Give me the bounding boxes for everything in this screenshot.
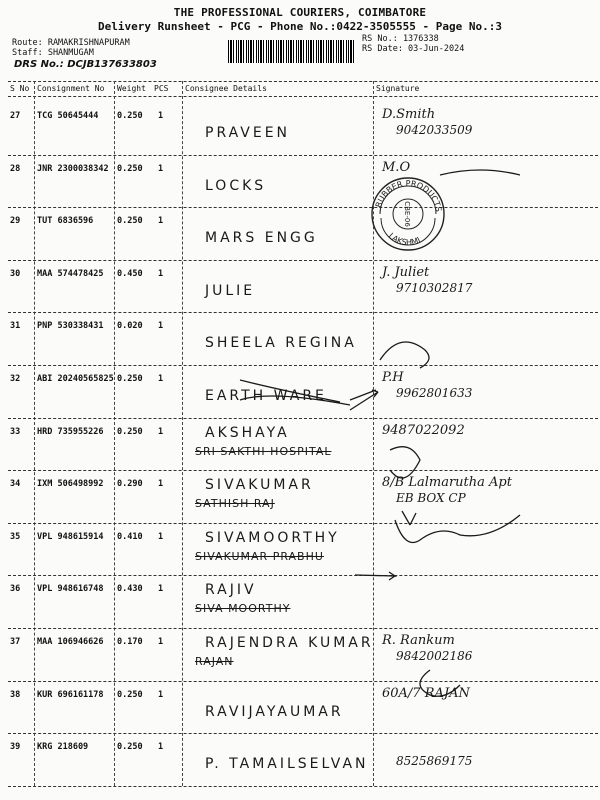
row-pcs: 1 bbox=[158, 531, 164, 542]
consignee-name: LOCKS bbox=[205, 177, 267, 194]
route-label: Route: RAMAKRISHNAPURAM bbox=[12, 38, 130, 48]
row-sno: 33 bbox=[10, 426, 21, 437]
signature-text: R. Rankum bbox=[382, 633, 455, 648]
row-sno: 37 bbox=[10, 637, 21, 647]
row-divider bbox=[8, 786, 598, 787]
row-consignment-no: JNR 2300038342 bbox=[37, 163, 109, 174]
barcode bbox=[228, 40, 356, 63]
row-pcs: 1 bbox=[158, 163, 164, 174]
row-weight: 0.250 bbox=[117, 426, 143, 437]
table-row bbox=[0, 313, 600, 365]
consignee-name: RAJIV bbox=[205, 582, 257, 599]
row-sno: 34 bbox=[10, 479, 21, 490]
signature-text: 60A/7 RAJAN bbox=[382, 685, 470, 701]
row-weight: 0.430 bbox=[117, 584, 143, 595]
table-row bbox=[0, 682, 600, 734]
col-pcs: PCS bbox=[154, 84, 169, 93]
signature-text: 9487022092 bbox=[382, 422, 465, 438]
row-sno: 36 bbox=[10, 584, 21, 595]
table-row bbox=[0, 419, 600, 471]
rs-block bbox=[362, 34, 464, 54]
table-row bbox=[0, 366, 600, 418]
consignee-name-alt: SATHISH RAJ bbox=[195, 497, 275, 511]
table-row bbox=[0, 103, 600, 155]
consignee-name: JULIE bbox=[205, 282, 256, 299]
rs-date: RS Date: 03-Jun-2024 bbox=[362, 44, 465, 54]
row-weight: 0.290 bbox=[117, 479, 143, 490]
stamp-top-text: RUBBER PRODUCTS bbox=[373, 178, 443, 213]
row-consignment-no: MAA 574478425 bbox=[37, 268, 104, 279]
signature-text: M.O bbox=[382, 159, 411, 175]
header-rule-bottom bbox=[8, 96, 598, 97]
signature-phone: 9710302817 bbox=[396, 280, 473, 295]
staff-label: Staff: SHANMUGAM bbox=[12, 48, 94, 58]
row-consignment-no: VPL 948616748 bbox=[37, 584, 104, 595]
consignee-name: PRAVEEN bbox=[205, 125, 291, 141]
consignee-name: P. TAMAILSELVAN bbox=[205, 756, 369, 773]
row-consignment-no: TCG 50645444 bbox=[37, 111, 99, 121]
row-sno: 28 bbox=[10, 163, 21, 174]
row-sno: 35 bbox=[10, 531, 21, 542]
route-staff-block bbox=[12, 38, 130, 58]
table-row bbox=[0, 524, 600, 576]
signature-text: J. Juliet bbox=[382, 264, 430, 280]
table-row bbox=[0, 576, 600, 628]
header-rule-top bbox=[8, 81, 598, 82]
consignee-name: AKSHAYA bbox=[205, 424, 290, 441]
signature-phone: EB BOX CP bbox=[396, 491, 466, 506]
consignee-name: SIVAKUMAR bbox=[205, 477, 314, 494]
row-pcs: 1 bbox=[158, 584, 164, 595]
row-sno: 27 bbox=[10, 111, 21, 121]
signature-text: P.H bbox=[382, 370, 404, 385]
table-row bbox=[0, 261, 600, 313]
signature-phone: 9842002186 bbox=[396, 649, 473, 663]
consignee-name: EARTH WARE bbox=[205, 388, 327, 404]
row-consignment-no: KUR 696161178 bbox=[37, 689, 104, 700]
row-sno: 30 bbox=[10, 268, 21, 279]
row-weight: 0.250 bbox=[117, 689, 143, 700]
col-consignment: Consignment No bbox=[37, 84, 105, 93]
row-consignment-no: IXM 506498992 bbox=[37, 479, 104, 490]
signature-phone: 9042033509 bbox=[396, 123, 473, 137]
consignee-name: RAJENDRA KUMAR bbox=[205, 635, 374, 651]
consignee-name: RAVIJAYAUMAR bbox=[205, 703, 344, 720]
row-weight: 0.410 bbox=[117, 531, 143, 542]
row-pcs: 1 bbox=[158, 689, 164, 700]
row-sno: 38 bbox=[10, 689, 21, 700]
consignee-name-alt: RAJAN bbox=[195, 655, 234, 668]
consignee-name: SHEELA REGINA bbox=[205, 335, 357, 352]
consignee-name-alt: SRI SAKTHI HOSPITAL bbox=[195, 444, 332, 458]
row-pcs: 1 bbox=[158, 216, 164, 227]
row-weight: 0.250 bbox=[117, 374, 143, 384]
row-weight: 0.020 bbox=[117, 321, 143, 332]
row-consignment-no: MAA 106946626 bbox=[37, 637, 104, 647]
row-weight: 0.170 bbox=[117, 637, 143, 647]
row-consignment-no: ABI 20240565825 bbox=[37, 374, 114, 384]
col-consignee: Consignee Details bbox=[185, 84, 267, 93]
signature-phone: 8525869175 bbox=[396, 754, 473, 769]
row-sno: 31 bbox=[10, 321, 21, 332]
row-pcs: 1 bbox=[158, 268, 164, 279]
col-signature: Signature bbox=[376, 84, 420, 93]
signature-text: D.Smith bbox=[382, 107, 436, 122]
row-consignment-no: VPL 948615914 bbox=[37, 531, 104, 542]
table-row bbox=[0, 208, 600, 260]
row-weight: 0.450 bbox=[117, 268, 143, 279]
table-row bbox=[0, 734, 600, 786]
row-pcs: 1 bbox=[158, 637, 164, 647]
col-sno: S No bbox=[10, 84, 30, 93]
page-title: THE PROFESSIONAL COURIERS, COIMBATORE bbox=[173, 6, 427, 19]
row-pcs: 1 bbox=[158, 111, 164, 121]
consignee-name-alt: SIVAKUMAR PRABHU bbox=[195, 549, 324, 563]
row-pcs: 1 bbox=[158, 426, 164, 437]
stamp-bottom-text: LAKSHMI bbox=[386, 231, 422, 248]
row-consignment-no: KRG 218609 bbox=[37, 742, 89, 753]
rs-number: RS No.: 1376338 bbox=[362, 34, 439, 44]
row-consignment-no: HRD 735955226 bbox=[37, 426, 104, 437]
signature-text: 8/B Lalmarutha Apt bbox=[382, 475, 512, 491]
row-sno: 32 bbox=[10, 374, 21, 384]
stamp-center-text: CBE-06 bbox=[403, 201, 411, 227]
table-row bbox=[0, 629, 600, 681]
row-pcs: 1 bbox=[158, 742, 164, 753]
table-row bbox=[0, 471, 600, 523]
consignee-name: MARS ENGG bbox=[205, 230, 318, 247]
row-pcs: 1 bbox=[158, 321, 164, 332]
row-sno: 29 bbox=[10, 216, 21, 227]
row-weight: 0.250 bbox=[117, 163, 143, 174]
row-consignment-no: TUT 6836596 bbox=[37, 216, 94, 227]
table-row bbox=[0, 156, 600, 208]
drs-number: DRS No.: DCJB137633803 bbox=[14, 59, 157, 70]
row-weight: 0.250 bbox=[117, 111, 143, 121]
consignee-name: SIVAMOORTHY bbox=[205, 529, 340, 546]
page-subtitle: Delivery Runsheet - PCG - Phone No.:0422-3505555 - Page No.:3 bbox=[98, 20, 502, 33]
row-sno: 39 bbox=[10, 742, 21, 753]
col-weight: Weight bbox=[117, 84, 146, 93]
row-consignment-no: PNP 530338431 bbox=[37, 321, 104, 332]
row-pcs: 1 bbox=[158, 374, 164, 384]
row-weight: 0.250 bbox=[117, 742, 143, 753]
signature-phone: 9962801633 bbox=[396, 386, 473, 400]
row-pcs: 1 bbox=[158, 479, 164, 490]
consignee-name-alt: SIVA MOORTHY bbox=[195, 602, 291, 616]
row-weight: 0.250 bbox=[117, 216, 143, 227]
